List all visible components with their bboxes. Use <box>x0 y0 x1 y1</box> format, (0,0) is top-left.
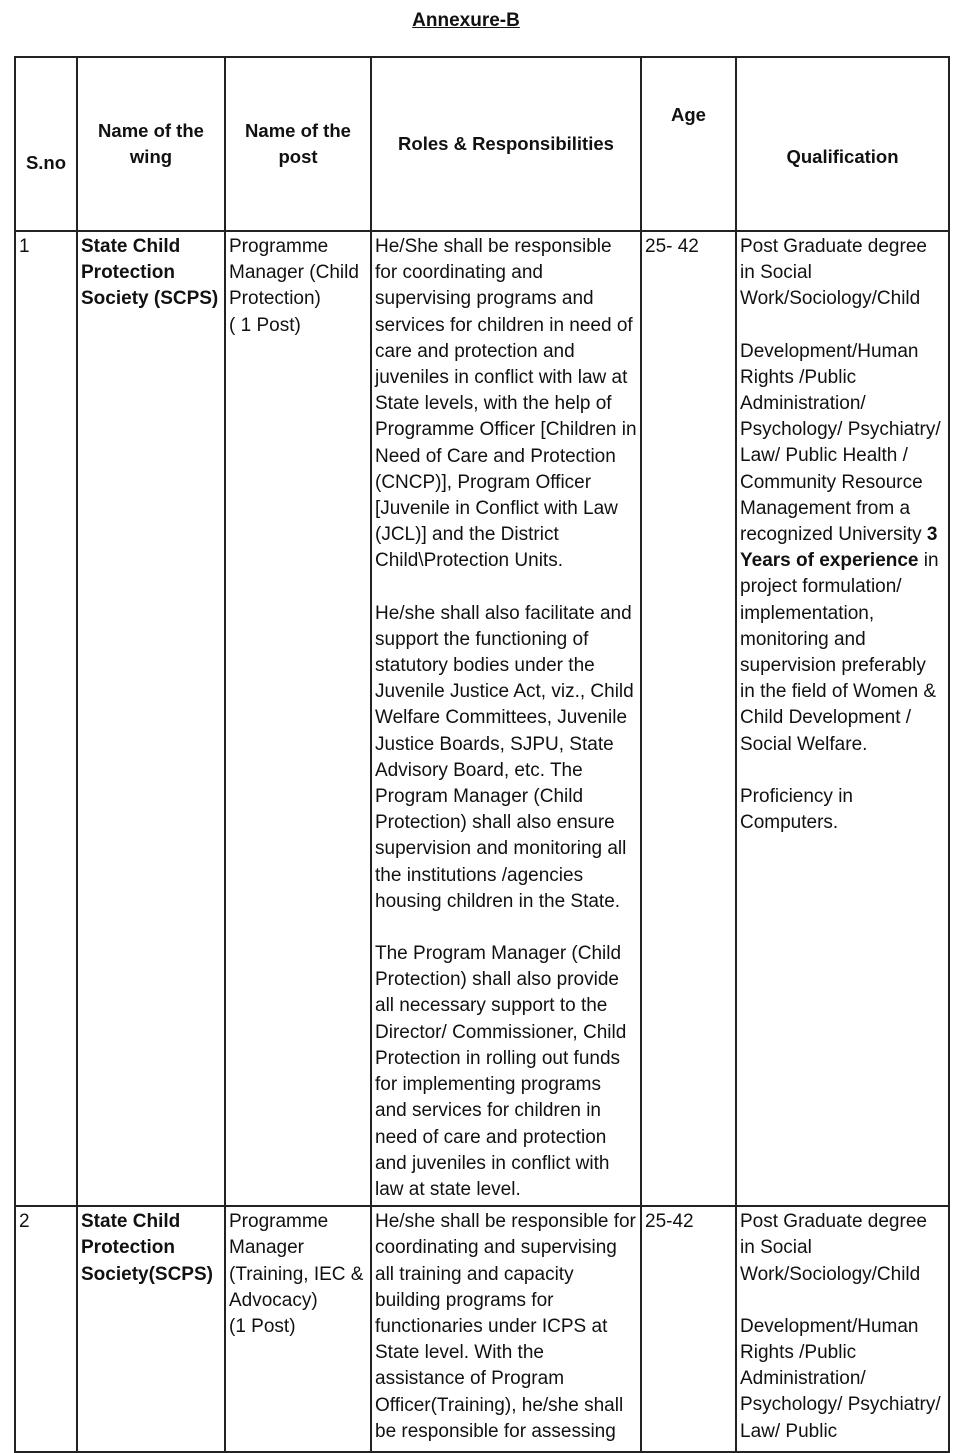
row1-roles-paragraph-2: He/she shall also facilitate and support the functioning of statutory bodies under the Juvenile Justice Act, viz., Child Welfare Committees, Juvenile Justice Boards, SJPU, State Advisory Board, etc. The Program Manager (Child Protection) shall also ensure supervision and monitoring all the institutions /agencies housing children in the State. <box>375 602 634 912</box>
row1-roles-paragraph-3: The Program Manager (Child Protection) shall also provide all necessary support to the Director/ Commissioner, Child Protection in rolling out funds for implementing programs and services for children in need of care and protection and juveniles in conflict with law at state level. <box>375 943 627 1200</box>
row1-post <box>225 231 371 1206</box>
header-age: Age <box>641 57 736 231</box>
header-qualification: Qualification <box>736 57 949 231</box>
header-roles: Roles & Responsibilities <box>371 57 641 231</box>
row2-post-name: Programme Manager (Training, IEC & Advocacy) <box>229 1211 364 1311</box>
header-sno: S.no <box>15 57 77 231</box>
row1-post-count: ( 1 Post) <box>229 314 301 336</box>
row1-qualification-degree: Post Graduate degree in Social Work/Sociology/Child <box>740 236 927 310</box>
row2-roles-paragraph-1: He/she shall be responsible for coordinating and supervising all training and capacity building programs for functionaries under ICPS at State level. With the assistance of Program Officer(Training), he/she shall be responsible for assessing <box>375 1211 636 1442</box>
row1-qualification <box>736 231 949 1206</box>
header-post: Name of the post <box>225 57 371 231</box>
row2-sno: 2 <box>15 1206 77 1452</box>
annexure-title: Annexure-B <box>412 10 520 31</box>
row2-qualification <box>736 1206 949 1452</box>
table-row <box>15 1206 949 1452</box>
row2-post <box>225 1206 371 1452</box>
row2-qualification-fields: Development/Human Rights /Public Administration/ Psychology/ Psychiatry/ Law/ Public <box>740 1315 941 1442</box>
annexure-table <box>14 56 950 1453</box>
row1-post-name: Programme Manager (Child Protection) <box>229 236 359 310</box>
row1-roles-paragraph-1: He/She shall be responsible for coordinating and supervising programs and services for children in need of care and protection and juveniles in conflict with law at State levels, with the help of Programme Officer [Children in Need of Care and Protection (CNCP)], Program Officer [Juvenile in Conflict with Law (JCL)] and the District Child\Protection Units. <box>375 236 637 572</box>
row2-roles <box>371 1206 641 1452</box>
row2-wing: State Child Protection Society(SCPS) <box>77 1206 225 1452</box>
row2-qualification-degree: Post Graduate degree in Social Work/Sociology/Child <box>740 1211 927 1285</box>
row1-qualification-gap <box>740 313 945 339</box>
row1-qualification-gap-2 <box>740 758 945 784</box>
row1-roles <box>371 231 641 1206</box>
row2-age: 25-42 <box>641 1206 736 1452</box>
row2-qualification-gap <box>740 1288 945 1314</box>
header-wing: Name of the wing <box>77 57 225 231</box>
row1-qualification-experience: 3 Years of experience <box>740 524 938 572</box>
row1-wing: State Child Protection Society (SCPS) <box>77 231 225 1206</box>
row1-qualification-fields: Development/Human Rights /Public Administration/ Psychology/ Psychiatry/ Law/ Public Health / Community Resource Management from a recognized University <box>740 340 941 546</box>
table-header-row <box>15 57 949 231</box>
row1-age: 25- 42 <box>641 231 736 1206</box>
row1-sno: 1 <box>15 231 77 1206</box>
row1-qualification-experience-detail: in project formulation/ implementation, monitoring and supervision preferably in the field of Women & Child Development / Social Welfare. <box>740 550 939 755</box>
row2-post-count: (1 Post) <box>229 1315 296 1337</box>
table-row <box>15 231 949 1206</box>
row1-qualification-computers: Proficiency in Computers. <box>740 785 853 834</box>
